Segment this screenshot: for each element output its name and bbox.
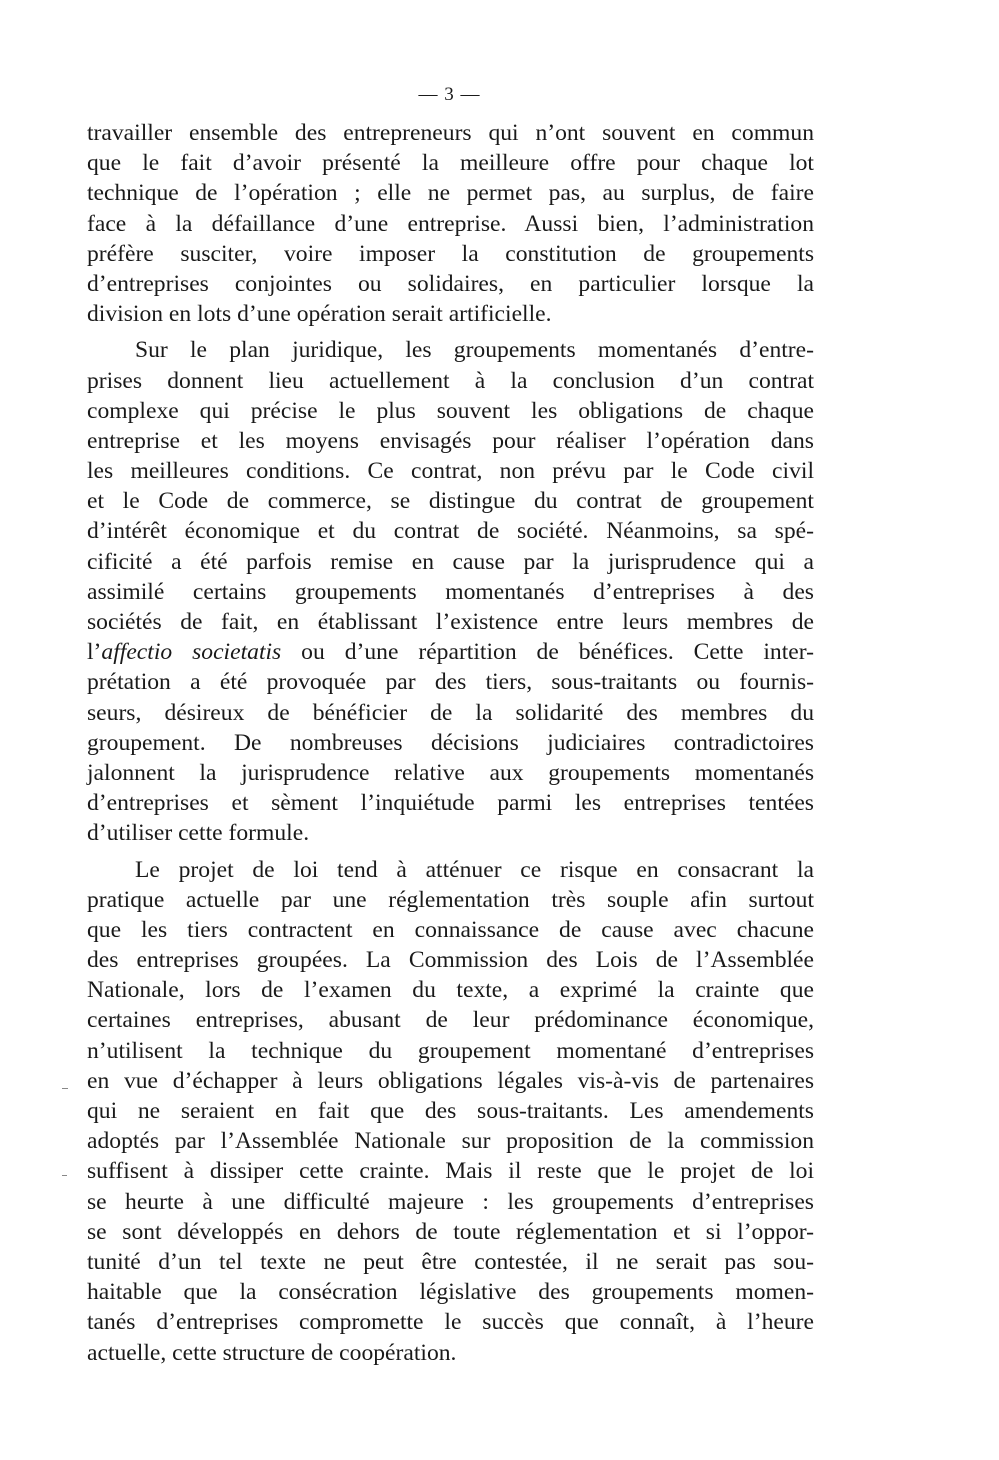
body-text (87, 118, 814, 1368)
text-line: Le projet de loi tend à atténuer ce risque en consacrant la (135, 856, 814, 883)
text-line: préfère susciter, voire imposer la constitution de groupements (87, 240, 814, 267)
text-line: groupement. De nombreuses décisions judiciaires contradictoires (87, 729, 814, 756)
text-line: se sont développés en dehors de toute réglementation et si l’oppor- (87, 1218, 814, 1245)
text-line: les meilleures conditions. Ce contrat, non prévu par le Code civil (87, 458, 814, 485)
text-line: que le fait d’avoir présenté la meilleure offre pour chaque lot (87, 150, 814, 177)
text-line: face à la défaillance d’une entreprise. Aussi bien, l’administration (87, 210, 814, 237)
text-line (87, 637, 814, 667)
margin-mark (62, 1088, 68, 1089)
text-line: d’utiliser cette formule. (87, 820, 310, 847)
paragraph-2 (87, 335, 814, 848)
page-number: — 3 — (418, 84, 481, 105)
text-line: cificité a été parfois remise en cause par la jurisprudence qui a (87, 548, 814, 575)
text-line: division en lots d’une opération serait artificielle. (87, 301, 552, 328)
text-line: assimilé certains groupements momentanés d’entreprises à des (87, 578, 814, 605)
margin-mark (62, 1175, 67, 1176)
text-line: actuelle, cette structure de coopération. (87, 1339, 457, 1366)
text-line: d’intérêt économique et du contrat de société. Néanmoins, sa spé- (87, 518, 814, 545)
text-line: pratique actuelle par une réglementation très souple afin surtout (87, 886, 814, 913)
text-line: seurs, désireux de bénéficier de la solidarité des membres du (87, 699, 814, 726)
text-line: suffisent à dissiper cette crainte. Mais il reste que le projet de loi (87, 1158, 814, 1185)
text-line: sociétés de fait, en établissant l’existence entre leurs membres de (87, 609, 814, 635)
text-line: travailler ensemble des entrepreneurs qui n’ont souvent en commun (87, 120, 814, 146)
text-line: que les tiers contractent en connaissance de cause avec chacune (87, 916, 814, 943)
text-line: prises donnent lieu actuellement à la conclusion d’un contrat (87, 367, 814, 394)
text-line: Nationale, lors de l’examen du texte, a exprimé la crainte que (87, 977, 814, 1004)
text-line: certaines entreprises, abusant de leur prédominance économique, (87, 1007, 814, 1034)
paragraph-3 (87, 855, 814, 1368)
text-line: tunité d’un tel texte ne peut être contestée, il ne serait pas sou- (87, 1248, 814, 1275)
text-line: n’utilisent la technique du groupement momentané d’entreprises (87, 1037, 814, 1064)
text-line: d’entreprises conjointes ou solidaires, en particulier lorsque la (87, 270, 814, 297)
text-line: tanés d’entreprises compromette le succès que connaît, à l’heure (87, 1309, 814, 1336)
text-line: haitable que la consécration législative des groupements momen- (87, 1279, 814, 1306)
text-line: entreprise et les moyens envisagés pour réaliser l’opération dans (87, 427, 814, 454)
text-line: prétation a été provoquée par des tiers, sous-traitants ou fournis- (87, 669, 814, 696)
text-line: en vue d’échapper à leurs obligations légales vis-à-vis de partenaires (87, 1067, 814, 1094)
text-line: technique de l’opération ; elle ne permet pas, au surplus, de faire (87, 180, 814, 207)
text-line: Sur le plan juridique, les groupements momentanés d’entre- (135, 337, 814, 364)
italic-phrase: affectio societatis (101, 639, 282, 666)
text-line: complexe qui précise le plus souvent les obligations de chaque (87, 397, 814, 424)
line-with-italic: l’affectio societatis ou d’une répartition de bénéfices. Cette inter- (87, 639, 814, 666)
paragraph-1 (87, 118, 814, 329)
text-line: qui ne seraient en fait que des sous-traitants. Les amendements (87, 1098, 814, 1124)
text-line: se heurte à une difficulté majeure : les groupements d’entreprises (87, 1188, 814, 1215)
text-line: jalonnent la jurisprudence relative aux groupements momentanés (87, 759, 814, 786)
text-line: d’entreprises et sèment l’inquiétude parmi les entreprises tentées (87, 790, 814, 817)
text-line: des entreprises groupées. La Commission des Lois de l’Assemblée (87, 947, 814, 974)
text-line: et le Code de commerce, se distingue du contrat de groupement (87, 488, 814, 515)
text-line: adoptés par l’Assemblée Nationale sur proposition de la commission (87, 1128, 814, 1155)
